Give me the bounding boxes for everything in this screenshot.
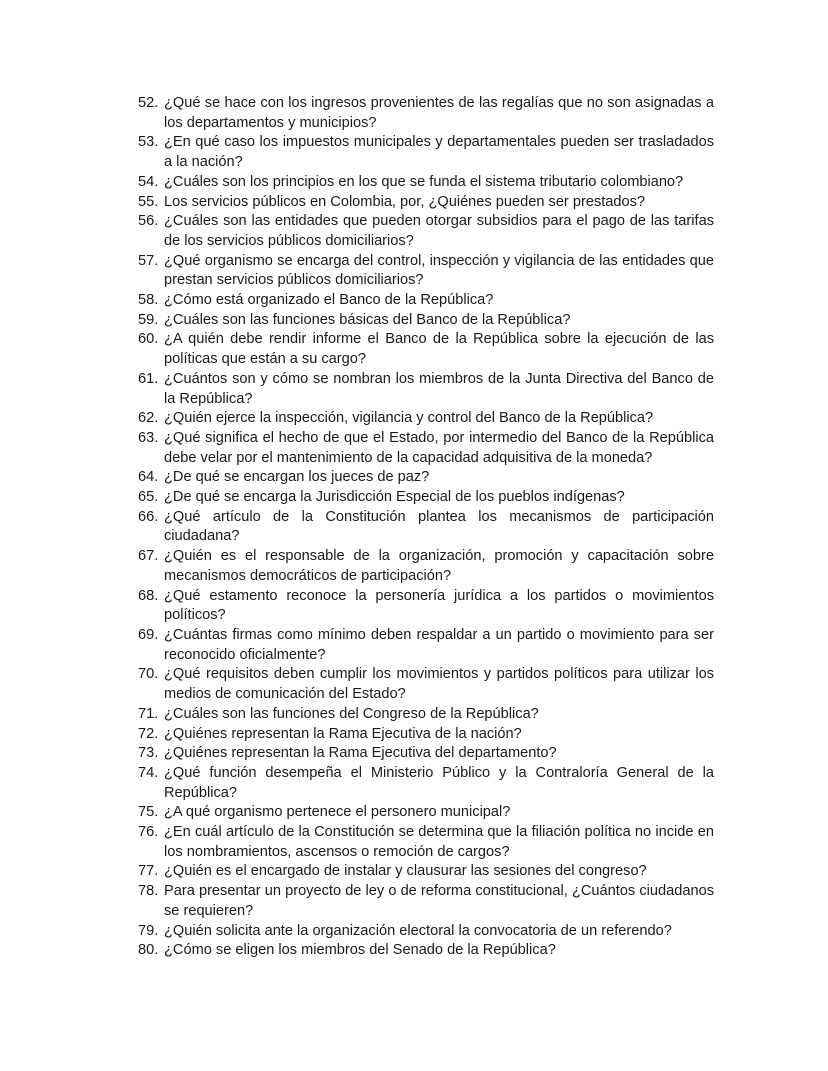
question-item — [138, 547, 714, 586]
question-number: 66. — [138, 508, 159, 525]
question-item — [138, 587, 714, 626]
question-item — [138, 212, 714, 251]
question-number: 64. — [138, 469, 159, 486]
question-number: 76. — [138, 824, 159, 841]
question-text: ¿Cuáles son las funciones básicas del Banco de la República? — [164, 311, 571, 328]
question-number: 69. — [138, 626, 159, 643]
question-number: 57. — [138, 252, 159, 269]
question-text: ¿Cuántos son y cómo se nombran los miembros de la Junta Directiva del Banco de la República? — [164, 370, 714, 407]
question-item — [138, 705, 714, 725]
question-item — [138, 311, 714, 331]
question-text: ¿A qué organismo pertenece el personero municipal? — [164, 804, 511, 821]
question-item — [138, 922, 714, 942]
question-text: ¿Qué estamento reconoce la personería jurídica a los partidos o movimientos políticos? — [164, 587, 714, 624]
question-text: ¿Quién es el responsable de la organización, promoción y capacitación sobre mecanismos democráticos de participación? — [164, 548, 714, 584]
question-number: 61. — [138, 370, 159, 387]
question-item — [138, 744, 714, 764]
question-item — [138, 626, 714, 665]
question-item — [138, 252, 714, 291]
question-item — [138, 330, 714, 369]
question-item — [138, 468, 714, 488]
question-item — [138, 941, 714, 961]
question-text: ¿En cuál artículo de la Constitución se determina que la filiación política no incide en los nombramientos, ascensos o remoción de cargos? — [164, 824, 714, 860]
question-item — [138, 882, 714, 921]
question-text: ¿Cómo está organizado el Banco de la República? — [164, 292, 494, 309]
question-item — [138, 823, 714, 862]
question-number: 65. — [138, 489, 159, 506]
question-text: ¿Qué se hace con los ingresos provenientes de las regalías que no son asignadas a los departamentos y municipios? — [164, 95, 714, 131]
question-number: 53. — [138, 134, 159, 151]
question-text: ¿Cuáles son las funciones del Congreso de la República? — [164, 705, 539, 722]
question-number: 79. — [138, 922, 159, 939]
question-number: 72. — [138, 725, 159, 742]
question-number: 80. — [138, 942, 159, 959]
question-item — [138, 370, 714, 409]
question-text: ¿Quién solicita ante la organización electoral la convocatoria de un referendo? — [164, 922, 672, 939]
question-item — [138, 803, 714, 823]
question-text: ¿De qué se encargan los jueces de paz? — [164, 469, 430, 486]
question-number: 68. — [138, 587, 159, 604]
question-number: 62. — [138, 410, 159, 427]
question-text: Para presentar un proyecto de ley o de reforma constitucional, ¿Cuántos ciudadanos se requieren? — [164, 883, 714, 919]
question-number: 59. — [138, 311, 159, 328]
question-item — [138, 193, 714, 213]
question-text: ¿Cuáles son las entidades que pueden otorgar subsidios para el pago de las tarifas de los servicios públicos domiciliarios? — [164, 213, 714, 249]
question-text: ¿Quién es el encargado de instalar y clausurar las sesiones del congreso? — [164, 863, 647, 880]
question-text: Los servicios públicos en Colombia, por, ¿Quiénes pueden ser prestados? — [164, 193, 646, 210]
question-number: 60. — [138, 331, 159, 348]
question-text: ¿Quién ejerce la inspección, vigilancia y control del Banco de la República? — [164, 410, 654, 427]
question-number: 56. — [138, 213, 159, 230]
question-number: 75. — [138, 804, 159, 821]
question-number: 71. — [138, 705, 159, 722]
question-item — [138, 429, 714, 468]
question-text: ¿Cómo se eligen los miembros del Senado de la República? — [164, 942, 556, 959]
question-item — [138, 665, 714, 704]
question-text: ¿En qué caso los impuestos municipales y departamentales pueden ser trasladados a la nación? — [164, 134, 714, 171]
question-item — [138, 173, 714, 193]
question-item — [138, 725, 714, 745]
question-text: ¿Qué función desempeña el Ministerio Público y la Contraloría General de la República? — [164, 764, 714, 801]
question-text: ¿Qué artículo de la Constitución plantea los mecanismos de participación ciudadana? — [164, 508, 714, 545]
question-list — [138, 94, 714, 961]
question-item — [138, 94, 714, 133]
question-item — [138, 508, 714, 547]
question-number: 70. — [138, 666, 159, 683]
question-number: 73. — [138, 745, 159, 762]
question-number: 63. — [138, 429, 159, 446]
question-number: 52. — [138, 95, 159, 111]
question-text: ¿Quiénes representan la Rama Ejecutiva de la nación? — [164, 725, 522, 742]
question-number: 74. — [138, 764, 159, 781]
question-number: 54. — [138, 173, 159, 190]
question-text: ¿A quién debe rendir informe el Banco de la República sobre la ejecución de las políticas que están a su cargo? — [164, 331, 714, 368]
question-number: 58. — [138, 292, 159, 309]
question-number: 78. — [138, 883, 159, 900]
question-item — [138, 133, 714, 172]
question-text: ¿Qué significa el hecho de que el Estado, por intermedio del Banco de la República debe velar por el mantenimiento de la capacidad adquisitiva de la moneda? — [164, 429, 714, 466]
question-number: 77. — [138, 863, 159, 880]
question-item — [138, 488, 714, 508]
question-text: ¿De qué se encarga la Jurisdicción Especial de los pueblos indígenas? — [164, 489, 625, 506]
question-item — [138, 764, 714, 803]
question-number: 67. — [138, 548, 159, 565]
question-number: 55. — [138, 193, 159, 210]
question-text: ¿Qué organismo se encarga del control, inspección y vigilancia de las entidades que prestan servicios públicos domiciliarios? — [164, 252, 714, 289]
question-item — [138, 862, 714, 882]
question-text: ¿Quiénes representan la Rama Ejecutiva del departamento? — [164, 745, 557, 762]
question-text: ¿Qué requisitos deben cumplir los movimientos y partidos políticos para utilizar los medios de comunicación del Estado? — [164, 666, 714, 703]
question-item — [138, 409, 714, 429]
question-text: ¿Cuáles son los principios en los que se funda el sistema tributario colombiano? — [164, 173, 684, 190]
question-text: ¿Cuántas firmas como mínimo deben respaldar a un partido o movimiento para ser reconocido oficialmente? — [164, 626, 714, 663]
question-item — [138, 291, 714, 311]
